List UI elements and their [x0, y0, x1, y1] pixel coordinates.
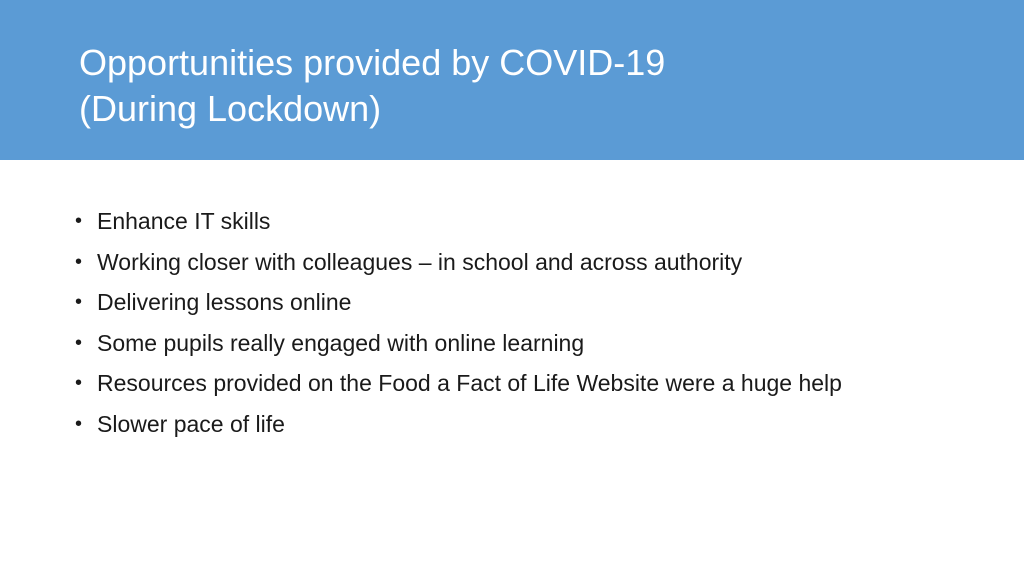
bullet-icon: •: [75, 210, 83, 232]
slide-title-line-2: (During Lockdown): [79, 88, 382, 129]
bullet-text: Some pupils really engaged with online learning: [97, 329, 585, 356]
bullet-item: [75, 363, 842, 404]
bullet-icon: •: [75, 372, 83, 395]
bullet-item: [75, 404, 842, 445]
bullet-text: Enhance IT skills: [97, 208, 271, 234]
bullet-text: Working closer with colleagues – in school and across authority: [97, 248, 743, 275]
bullet-text: Delivering lessons online: [97, 289, 352, 316]
title-bar: [0, 0, 1024, 160]
bullet-item: [75, 201, 842, 242]
bullet-icon: •: [75, 331, 83, 354]
bullet-list: [75, 201, 842, 445]
bullet-item: [75, 242, 842, 283]
bullet-icon: •: [75, 291, 83, 314]
bullet-text: Slower pace of life: [97, 410, 285, 437]
bullet-item: [75, 323, 842, 364]
bullet-item: [75, 282, 842, 323]
bullet-icon: •: [75, 250, 83, 273]
slide-title: [79, 40, 665, 132]
bullet-icon: •: [75, 412, 83, 435]
slide-title-line-1: Opportunities provided by COVID-19: [79, 42, 666, 83]
bullet-text: Resources provided on the Food a Fact of Life Website were a huge help: [97, 370, 842, 397]
